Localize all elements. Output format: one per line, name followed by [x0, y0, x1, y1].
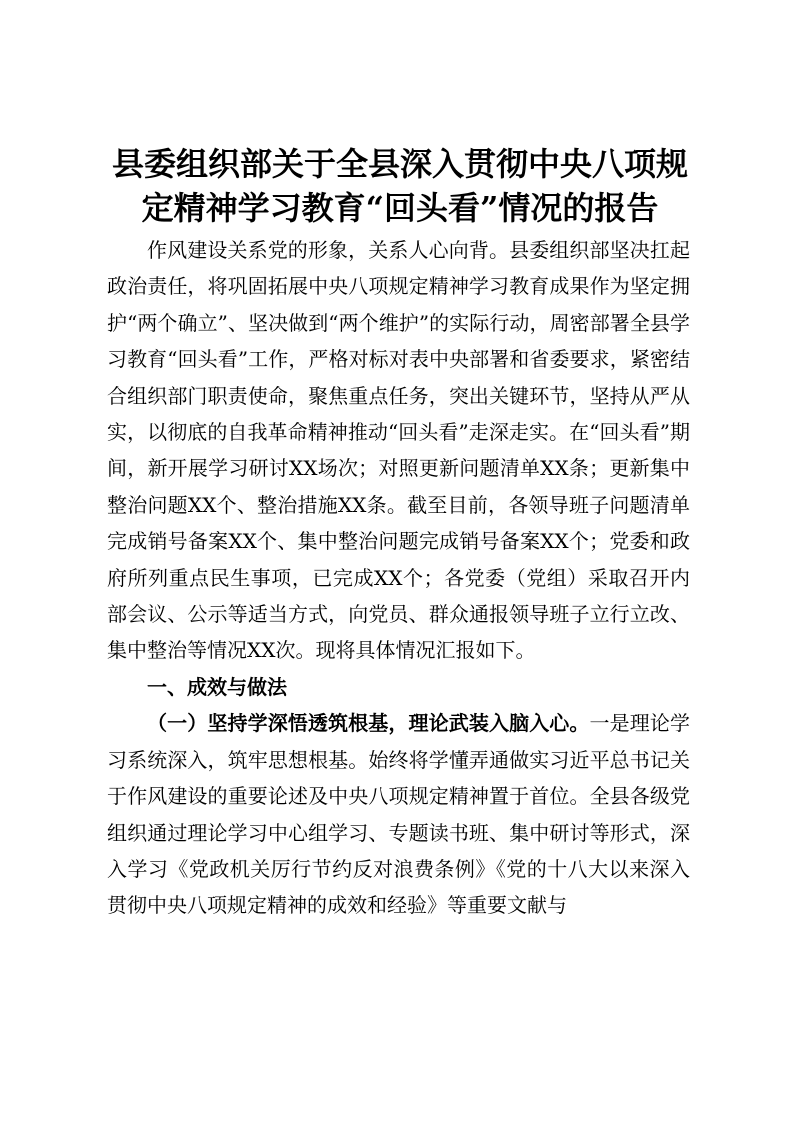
- document-title: 县委组织部关于全县深入贯彻中央八项规定精神学习教育“回头看”情况的报告: [111, 145, 688, 227]
- subsection-heading: （一）坚持学深悟透筑根基，理论武装入脑入心。: [147, 711, 590, 736]
- document-body: [107, 232, 690, 924]
- section-heading: 一、成效与做法: [147, 674, 287, 699]
- intro-paragraph: 作风建设关系党的形象，关系人心向背。县委组织部坚决扛起政治责任，将巩固拓展中央八项规定精神学习教育成果作为坚定拥护“两个确立”、坚决做到“两个维护”的实际行动，周密部署全县学习教育“回头看”工作，严格对标对表中央部署和省委要求，紧密结合组织部门职责使命，聚焦重点任务，突出关键环节，坚持从严从实，以彻底的自我革命精神推动“回头看”走深走实。在“回头看”期间，新开展学习研讨XX场次；对照更新问题清单XX条；更新集中整治问题XX个、整治措施XX条。截至目前，各领导班子问题清单完成销号备案XX个、集中整治问题完成销号备案XX个；党委和政府所列重点民生事项，已完成XX个；各党委（党组）采取召开内部会议、公示等适当方式，向党员、群众通报领导班子立行立改、集中整治等情况XX次。现将具体情况汇报如下。: [107, 238, 690, 663]
- subsection-body: 一是理论学习系统深入，筑牢思想根基。始终将学懂弄通做实习近平总书记关于作风建设的重要论述及中央八项规定精神置于首位。全县各级党组织通过理论学习中心组学习、专题读书班、集中研讨等形式，深入学习《党政机关厉行节约反对浪费条例》《党的十八大以来深入贯彻中央八项规定精神的成效和经验》等重要文献与: [107, 711, 691, 918]
- subsection-paragraph: [107, 705, 690, 923]
